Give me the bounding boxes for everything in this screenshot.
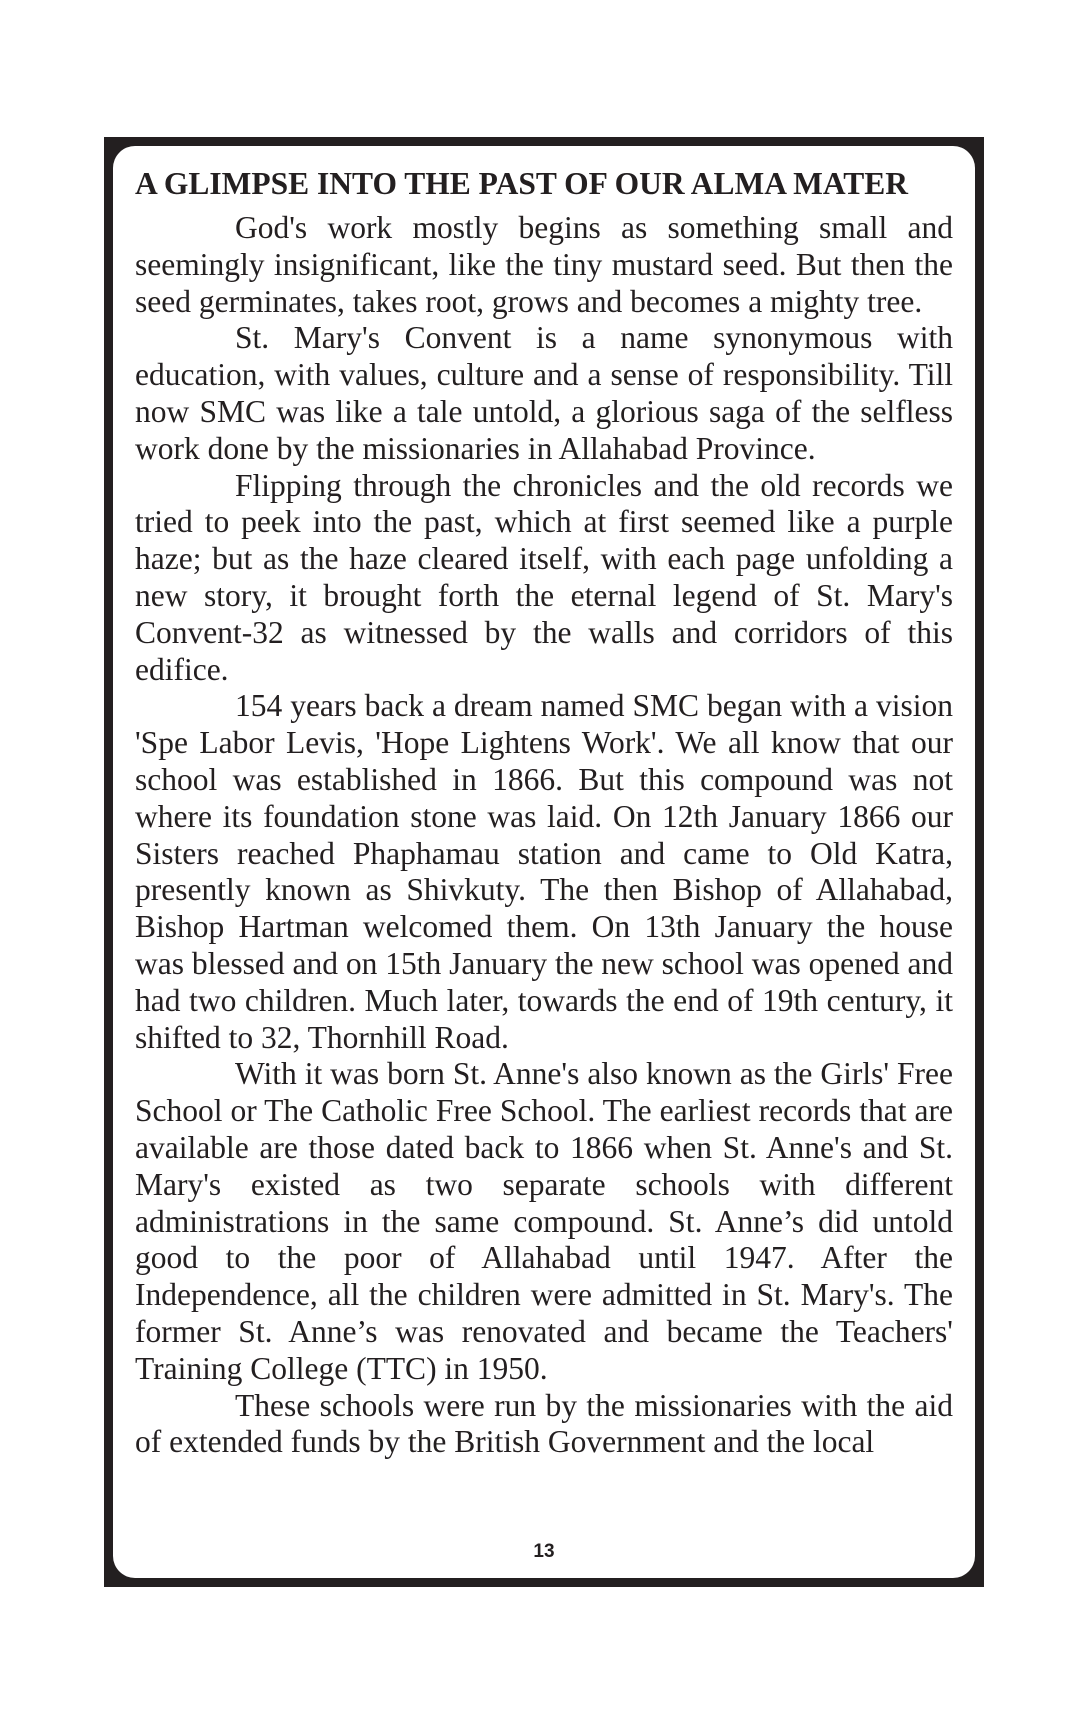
- article-body: [135, 164, 953, 1461]
- page-number: 13: [533, 1541, 555, 1562]
- paragraph-3: Flipping through the chronicles and the old records we tried to peek into the past, which at first seemed like a purple haze; but as the haze cleared itself, with each page unfolding a new story, it brought forth the eternal legend of St. Mary's Convent-32 as witnessed by the walls and corridors of this edifice.: [135, 467, 953, 687]
- article-title: A GLIMPSE INTO THE PAST OF OUR ALMA MATER: [135, 166, 909, 201]
- paragraph-1: God's work mostly begins as something small and seemingly insignificant, like the tiny mustard seed. But then the seed germinates, takes root, grows and becomes a mighty tree.: [135, 210, 953, 319]
- page-content-area: [113, 146, 975, 1578]
- paragraph-2: St. Mary's Convent is a name synonymous with education, with values, culture and a sense of responsibility. Till now SMC was like a tale untold, a glorious saga of the selfless work done by the missionaries in Allahabad Province.: [135, 320, 953, 466]
- paragraph-5: With it was born St. Anne's also known as the Girls' Free School or The Catholic Free School. The earliest records that are available are those dated back to 1866 when St. Anne's and St. Mary's existed as two separate schools with different administrations in the same compound. St. Anne’s did untold good to the poor of Allahabad until 1947. After the Independence, all the children were admitted in St. Mary's. The former St. Anne’s was renovated and became the Teachers' Training College (TTC) in 1950.: [135, 1056, 953, 1386]
- paragraph-4: 154 years back a dream named SMC began with a vision 'Spe Labor Levis, 'Hope Lightens Work'. We all know that our school was established in 1866. But this compound was not where its foundation stone was laid. On 12th January 1866 our Sisters reached Phaphamau station and came to Old Katra, presently known as Shivkuty. The then Bishop of Allahabad, Bishop Hartman welcomed them. On 13th January the house was blessed and on 15th January the new school was opened and had two children. Much later, towards the end of 19th century, it shifted to 32, Thornhill Road.: [135, 688, 953, 1055]
- paragraph-6: These schools were run by the missionaries with the aid of extended funds by the British Government and the local: [135, 1387, 953, 1460]
- page-border-frame: [104, 137, 984, 1587]
